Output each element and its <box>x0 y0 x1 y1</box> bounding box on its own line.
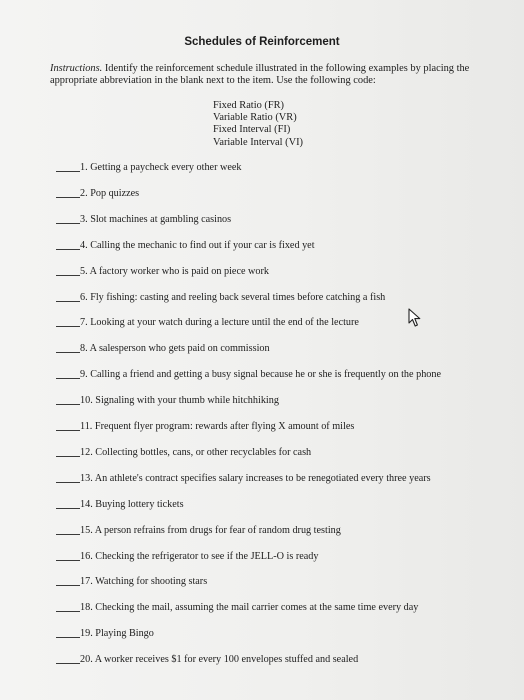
answer-blank[interactable] <box>56 611 80 612</box>
answer-blank[interactable] <box>56 378 80 379</box>
item-text: 11. Frequent flyer program: rewards after flying X amount of miles <box>80 421 355 432</box>
instructions <box>50 63 490 87</box>
item-text: 13. An athlete's contract specifies salary increases to be renegotiated every three years <box>80 472 431 484</box>
item-text: 3. Slot machines at gambling casinos <box>80 213 232 225</box>
list-item <box>56 160 516 174</box>
item-text: 17. Watching for shooting stars <box>80 576 208 588</box>
list-item <box>56 626 516 640</box>
item-text: 1. Getting a paycheck every other week <box>80 162 242 173</box>
list-item <box>56 471 516 485</box>
list-item <box>56 186 516 200</box>
list-item <box>56 367 516 381</box>
page-title: Schedules of Reinforcement <box>184 36 340 48</box>
list-item <box>56 419 516 433</box>
list-item <box>56 393 516 407</box>
list-item <box>56 445 516 459</box>
item-text: 14. Buying lottery tickets <box>80 498 184 510</box>
answer-blank[interactable] <box>56 223 80 224</box>
list-item <box>56 264 516 278</box>
instructions-lead: Instructions. <box>50 63 103 74</box>
code-list <box>213 100 303 149</box>
answer-blank[interactable] <box>56 430 80 431</box>
answer-blank[interactable] <box>56 352 80 353</box>
item-text: 7. Looking at your watch during a lecture until the end of the lecture <box>80 317 359 329</box>
answer-blank[interactable] <box>56 663 80 664</box>
list-item <box>56 574 516 588</box>
list-item <box>56 523 516 537</box>
list-item <box>56 290 516 304</box>
item-text: 15. A person refrains from drugs for fear of random drug testing <box>80 524 341 536</box>
item-text: 12. Collecting bottles, cans, or other recyclables for cash <box>80 446 312 458</box>
answer-blank[interactable] <box>56 508 80 509</box>
item-text: 10. Signaling with your thumb while hitchhiking <box>80 395 279 407</box>
item-text: 2. Pop quizzes <box>80 187 140 199</box>
list-item <box>56 341 516 355</box>
code-variable-interval: Variable Interval (VI) <box>213 136 304 148</box>
answer-blank[interactable] <box>56 301 80 302</box>
list-item <box>56 238 516 252</box>
mouse-pointer-icon <box>408 308 422 333</box>
item-text: 8. A salesperson who gets paid on commission <box>80 343 270 355</box>
item-text: 16. Checking the refrigerator to see if the JELL-O is ready <box>80 550 319 562</box>
answer-blank[interactable] <box>56 275 80 276</box>
answer-blank[interactable] <box>56 482 80 483</box>
list-item <box>56 212 516 226</box>
answer-blank[interactable] <box>56 404 80 405</box>
list-item <box>56 600 516 614</box>
answer-blank[interactable] <box>56 197 80 198</box>
item-text: 4. Calling the mechanic to find out if your car is fixed yet <box>80 239 315 251</box>
answer-blank[interactable] <box>56 534 80 535</box>
item-text: 19. Playing Bingo <box>80 628 154 640</box>
answer-blank[interactable] <box>56 456 80 457</box>
list-item <box>56 497 516 511</box>
item-text: 20. A worker receives $1 for every 100 envelopes stuffed and sealed <box>80 654 359 666</box>
item-text: 18. Checking the mail, assuming the mail carrier comes at the same time every day <box>80 602 419 614</box>
list-item <box>56 652 516 666</box>
answer-blank[interactable] <box>56 637 80 638</box>
code-fixed-interval: Fixed Interval (FI) <box>213 124 291 136</box>
code-variable-ratio: Variable Ratio (VR) <box>213 112 297 124</box>
list-item <box>56 549 516 563</box>
answer-blank[interactable] <box>56 171 80 172</box>
instructions-text: Identify the reinforcement schedule illustrated in the following examples by placing the appropriate abbreviation in the blank next to the item. Use the following code: <box>50 63 470 86</box>
answer-blank[interactable] <box>56 560 80 561</box>
code-fixed-ratio: Fixed Ratio (FR) <box>213 100 285 111</box>
item-text: 5. A factory worker who is paid on piece work <box>80 265 269 277</box>
answer-blank[interactable] <box>56 326 80 327</box>
item-text: 9. Calling a friend and getting a busy signal because he or she is frequently on the phone <box>80 369 441 381</box>
item-text: 6. Fly fishing: casting and reeling back several times before catching a fish <box>80 291 386 303</box>
answer-blank[interactable] <box>56 585 80 586</box>
list-item <box>56 315 516 329</box>
answer-blank[interactable] <box>56 249 80 250</box>
